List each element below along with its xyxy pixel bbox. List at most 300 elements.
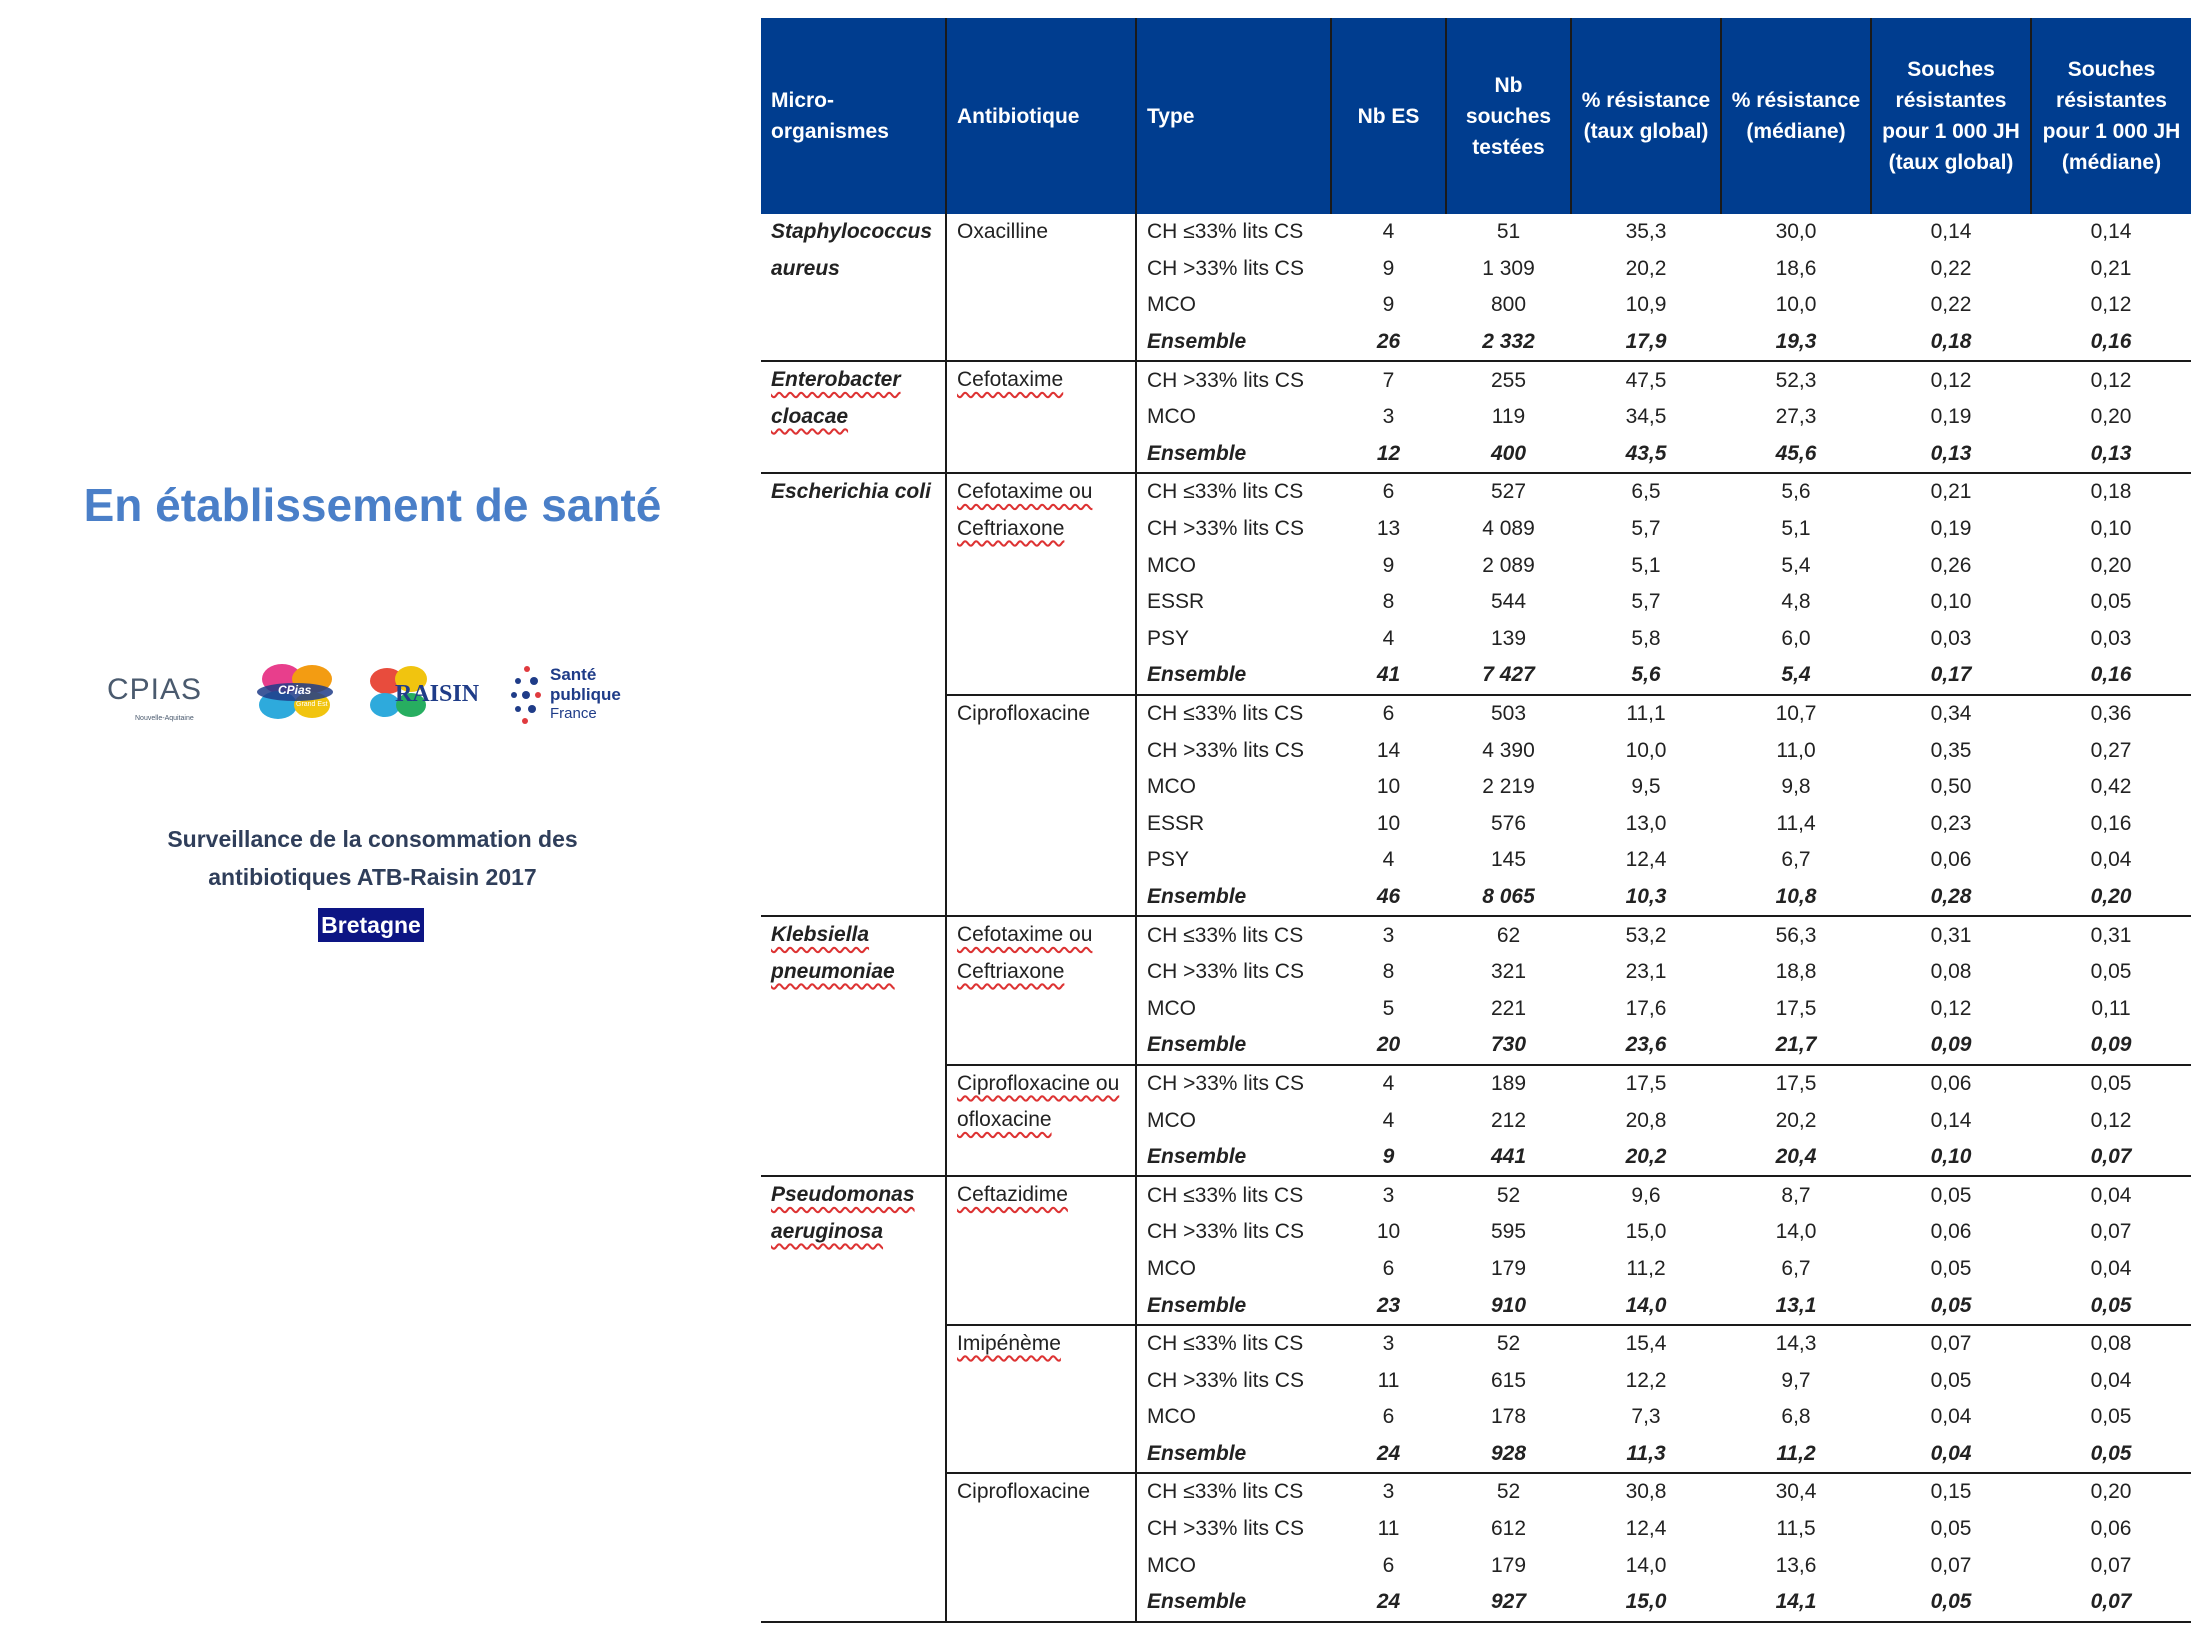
nb-souches-cell: 800 — [1490, 293, 1527, 317]
pct-mediane-cell: 27,3 — [1775, 405, 1817, 429]
nb-es-cell: 9 — [1331, 1139, 1446, 1177]
res-mediane-cell: 0,03 — [2090, 626, 2132, 650]
nb-souches-cell: 503 — [1490, 702, 1527, 726]
res-mediane-cell: 0,07 — [2031, 1139, 2191, 1177]
header-nb-souches: Nb souches testées — [1446, 18, 1571, 214]
res-mediane-cell: 0,12 — [2090, 293, 2132, 317]
res-global-cell: 0,06 — [1930, 848, 1972, 872]
nb-souches-cell: 212 — [1490, 1108, 1527, 1132]
pct-mediane-cell: 18,8 — [1775, 960, 1817, 984]
nb-es-cell: 6 — [1382, 1405, 1395, 1429]
pct-mediane-cell: 8,7 — [1781, 1183, 1811, 1207]
res-global-cell: 0,21 — [1930, 480, 1972, 504]
type-cell: Ensemble — [1136, 1584, 1331, 1622]
nb-es-cell: 6 — [1382, 1553, 1395, 1577]
pct-global-cell: 5,7 — [1631, 590, 1661, 614]
nb-es-cell: 4 — [1382, 220, 1395, 244]
pct-mediane-cell: 6,8 — [1781, 1405, 1811, 1429]
nb-es-cell: 13 — [1376, 517, 1401, 541]
pct-global-cell: 17,5 — [1625, 1071, 1667, 1095]
res-mediane-cell: 0,04 — [2090, 1256, 2132, 1280]
antibiotic-name: Ciprofloxacine — [957, 701, 1091, 725]
nb-es-cell: 9 — [1382, 553, 1395, 577]
res-global-cell: 0,34 — [1930, 702, 1972, 726]
partner-logos — [105, 655, 645, 740]
res-mediane-cell: 0,07 — [2031, 1584, 2191, 1622]
cpias-grand-est-logo — [240, 655, 350, 735]
type-cell: MCO — [1136, 287, 1331, 324]
table-header-row — [761, 18, 2191, 214]
cpias-grand-est-logo-subtitle: Grand Est — [296, 701, 328, 708]
pct-mediane-cell: 14,3 — [1775, 1332, 1817, 1356]
res-mediane-cell: 0,05 — [2090, 590, 2132, 614]
type-cell: CH ≤33% lits CS — [1136, 214, 1331, 251]
header-res-global: Souches résistantes pour 1 000 JH (taux global) — [1871, 18, 2031, 214]
antibiotic-name: Ciprofloxacine — [957, 1480, 1091, 1504]
organism-cell — [761, 473, 946, 916]
pct-global-cell: 53,2 — [1625, 923, 1667, 947]
pct-global-cell: 20,2 — [1571, 1139, 1721, 1177]
nb-souches-cell: 178 — [1490, 1405, 1527, 1429]
antibiotic-name: Cefotaxime ou Ceftriaxone — [957, 923, 1093, 983]
pct-global-cell: 20,2 — [1625, 256, 1667, 280]
header-type: Type — [1136, 18, 1331, 214]
nb-souches-cell: 7 427 — [1446, 657, 1571, 695]
res-mediane-cell: 0,16 — [2031, 324, 2191, 362]
nb-es-cell: 20 — [1331, 1027, 1446, 1065]
antibiotic-cell — [946, 695, 1136, 917]
pct-mediane-cell: 20,2 — [1775, 1108, 1817, 1132]
region-badge: Bretagne — [318, 908, 424, 942]
pct-mediane-cell: 52,3 — [1775, 368, 1817, 392]
antibiotic-cell — [946, 1325, 1136, 1473]
res-mediane-cell: 0,13 — [2031, 436, 2191, 474]
nb-souches-cell: 221 — [1490, 996, 1527, 1020]
nb-es-cell: 6 — [1382, 1256, 1395, 1280]
organism-cell — [761, 1176, 946, 1621]
type-cell: MCO — [1136, 990, 1331, 1027]
organism-cell — [761, 916, 946, 1176]
res-mediane-cell: 0,05 — [2090, 1071, 2132, 1095]
nb-es-cell: 3 — [1382, 923, 1395, 947]
type-cell: Ensemble — [1136, 1436, 1331, 1474]
nb-souches-cell: 8 065 — [1446, 879, 1571, 917]
pct-mediane-cell: 20,4 — [1721, 1139, 1871, 1177]
res-global-cell: 0,14 — [1930, 1108, 1972, 1132]
type-cell: MCO — [1136, 1102, 1331, 1139]
res-global-cell: 0,07 — [1930, 1332, 1972, 1356]
table-row — [761, 1325, 2191, 1363]
res-global-cell: 0,10 — [1930, 590, 1972, 614]
res-mediane-cell: 0,04 — [2090, 1368, 2132, 1392]
res-global-cell: 0,05 — [1930, 1256, 1972, 1280]
res-mediane-cell: 0,12 — [2090, 368, 2132, 392]
res-global-cell: 0,04 — [1930, 1405, 1972, 1429]
nb-souches-cell: 255 — [1490, 368, 1527, 392]
nb-es-cell: 9 — [1382, 256, 1395, 280]
nb-souches-cell: 4 089 — [1482, 517, 1535, 541]
res-global-cell: 0,19 — [1930, 405, 1972, 429]
pct-global-cell: 10,0 — [1625, 738, 1667, 762]
nb-souches-cell: 527 — [1490, 480, 1527, 504]
nb-es-cell: 24 — [1331, 1584, 1446, 1622]
nb-es-cell: 10 — [1376, 811, 1401, 835]
pct-global-cell: 20,8 — [1625, 1108, 1667, 1132]
res-mediane-cell: 0,07 — [2090, 1553, 2132, 1577]
pct-mediane-cell: 9,8 — [1781, 775, 1811, 799]
caption-line-2: antibiotiques ATB-Raisin 2017 — [208, 864, 537, 890]
nb-es-cell: 8 — [1382, 590, 1395, 614]
pct-mediane-cell: 6,7 — [1781, 1256, 1811, 1280]
type-cell: MCO — [1136, 1399, 1331, 1436]
pct-global-cell: 11,1 — [1626, 702, 1666, 726]
sante-logo-line1: Santé — [550, 665, 597, 684]
type-cell: CH >33% lits CS — [1136, 732, 1331, 769]
res-mediane-cell: 0,04 — [2090, 848, 2132, 872]
res-mediane-cell: 0,16 — [2031, 657, 2191, 695]
nb-souches-cell: 4 390 — [1482, 738, 1535, 762]
type-cell: CH >33% lits CS — [1136, 251, 1331, 288]
table-row — [761, 1176, 2191, 1214]
res-mediane-cell: 0,09 — [2031, 1027, 2191, 1065]
res-mediane-cell: 0,16 — [2090, 811, 2132, 835]
res-mediane-cell: 0,10 — [2090, 517, 2132, 541]
type-cell: CH >33% lits CS — [1136, 954, 1331, 991]
left-panel — [0, 0, 745, 1650]
table-row — [761, 1473, 2191, 1511]
pct-mediane-cell: 21,7 — [1721, 1027, 1871, 1065]
nb-es-cell: 11 — [1377, 1368, 1400, 1392]
organism-name: Pseudomonas aeruginosa — [771, 1183, 915, 1244]
pct-global-cell: 7,3 — [1631, 1405, 1661, 1429]
res-mediane-cell: 0,07 — [2090, 1220, 2132, 1244]
nb-es-cell: 6 — [1382, 480, 1395, 504]
res-global-cell: 0,15 — [1930, 1480, 1972, 1504]
nb-es-cell: 6 — [1382, 702, 1395, 726]
nb-souches-cell: 544 — [1490, 590, 1527, 614]
resistance-table — [761, 18, 2191, 1623]
res-mediane-cell: 0,05 — [2090, 1405, 2132, 1429]
caption-line-1: Surveillance de la consommation des — [167, 826, 578, 852]
res-global-cell: 0,22 — [1930, 293, 1972, 317]
res-mediane-cell: 0,20 — [2031, 879, 2191, 917]
nb-es-cell: 7 — [1382, 368, 1395, 392]
pct-global-cell: 47,5 — [1625, 368, 1667, 392]
nb-souches-cell: 321 — [1490, 960, 1527, 984]
nb-es-cell: 3 — [1382, 1183, 1395, 1207]
nb-es-cell: 4 — [1382, 1071, 1395, 1095]
type-cell: MCO — [1136, 1547, 1331, 1584]
nb-es-cell: 11 — [1377, 1517, 1400, 1541]
res-mediane-cell: 0,06 — [2090, 1517, 2132, 1541]
pct-global-cell: 13,0 — [1625, 811, 1667, 835]
nb-souches-cell: 910 — [1446, 1287, 1571, 1325]
nb-souches-cell: 576 — [1490, 811, 1527, 835]
pct-mediane-cell: 5,1 — [1781, 517, 1811, 541]
nb-souches-cell: 119 — [1491, 405, 1526, 429]
nb-es-cell: 23 — [1331, 1287, 1446, 1325]
pct-global-cell: 5,6 — [1571, 657, 1721, 695]
res-mediane-cell: 0,05 — [2031, 1287, 2191, 1325]
table-body — [761, 214, 2191, 1622]
type-cell: CH ≤33% lits CS — [1136, 1325, 1331, 1363]
pct-mediane-cell: 10,7 — [1775, 702, 1817, 726]
pct-mediane-cell: 6,0 — [1781, 626, 1811, 650]
nb-es-cell: 4 — [1382, 848, 1395, 872]
nb-souches-cell: 400 — [1446, 436, 1571, 474]
pct-mediane-cell: 10,0 — [1775, 293, 1817, 317]
cpias-logo — [105, 663, 215, 733]
type-cell: MCO — [1136, 547, 1331, 584]
pct-global-cell: 43,5 — [1571, 436, 1721, 474]
nb-souches-cell: 139 — [1490, 626, 1527, 650]
sante-logo-line3: France — [550, 705, 597, 722]
type-cell: ESSR — [1136, 584, 1331, 621]
res-global-cell: 0,06 — [1930, 1220, 1972, 1244]
res-mediane-cell: 0,12 — [2090, 1108, 2132, 1132]
nb-es-cell: 26 — [1331, 324, 1446, 362]
raisin-logo-text: RAISIN — [395, 681, 480, 707]
nb-souches-cell: 730 — [1446, 1027, 1571, 1065]
organism-name: Enterobacter cloacae — [771, 368, 901, 428]
table-row — [761, 916, 2191, 954]
pct-global-cell: 23,6 — [1571, 1027, 1721, 1065]
pct-global-cell: 34,5 — [1625, 405, 1667, 429]
antibiotic-name: Cefotaxime — [957, 368, 1064, 392]
res-global-cell: 0,03 — [1930, 626, 1972, 650]
pct-global-cell: 12,4 — [1625, 848, 1667, 872]
pct-global-cell: 14,0 — [1625, 1553, 1667, 1577]
antibiotic-name: Cefotaxime ou Ceftriaxone — [957, 480, 1093, 540]
table-row — [761, 214, 2191, 251]
header-pct-mediane: % résistance (médiane) — [1721, 18, 1871, 214]
res-global-cell: 0,06 — [1930, 1071, 1972, 1095]
header-antibiotique: Antibiotique — [946, 18, 1136, 214]
res-mediane-cell: 0,11 — [2091, 996, 2131, 1020]
dots-icon — [510, 663, 544, 729]
nb-souches-cell: 62 — [1496, 923, 1521, 947]
pct-mediane-cell: 11,0 — [1776, 738, 1816, 762]
pct-mediane-cell: 11,4 — [1776, 811, 1816, 835]
res-global-cell: 0,12 — [1930, 368, 1972, 392]
sante-publique-france-logo — [510, 663, 645, 733]
organism-name: Escherichia coli — [771, 480, 931, 504]
res-global-cell: 0,09 — [1871, 1027, 2031, 1065]
res-mediane-cell: 0,31 — [2090, 923, 2132, 947]
antibiotic-cell — [946, 473, 1136, 695]
antibiotic-name: Ciprofloxacine ou ofloxacine — [957, 1071, 1120, 1132]
pct-mediane-cell: 17,5 — [1775, 1071, 1817, 1095]
type-cell: CH ≤33% lits CS — [1136, 1473, 1331, 1511]
res-mediane-cell: 0,04 — [2090, 1183, 2132, 1207]
pct-global-cell: 15,0 — [1571, 1584, 1721, 1622]
pct-mediane-cell: 6,7 — [1781, 848, 1811, 872]
type-cell: CH >33% lits CS — [1136, 361, 1331, 399]
pct-mediane-cell: 5,4 — [1721, 657, 1871, 695]
pct-global-cell: 5,7 — [1631, 517, 1661, 541]
type-cell: MCO — [1136, 769, 1331, 806]
nb-es-cell: 9 — [1382, 293, 1395, 317]
antibiotic-cell — [946, 1473, 1136, 1621]
res-global-cell: 0,12 — [1930, 996, 1972, 1020]
header-micro-organismes: Micro-organismes — [761, 18, 946, 214]
type-cell: CH >33% lits CS — [1136, 1511, 1331, 1548]
res-mediane-cell: 0,20 — [2090, 553, 2132, 577]
nb-souches-cell: 179 — [1490, 1553, 1527, 1577]
pct-mediane-cell: 13,1 — [1721, 1287, 1871, 1325]
nb-souches-cell: 2 219 — [1482, 775, 1535, 799]
pct-global-cell: 10,3 — [1571, 879, 1721, 917]
res-global-cell: 0,05 — [1930, 1517, 1972, 1541]
res-mediane-cell: 0,42 — [2090, 775, 2132, 799]
nb-es-cell: 3 — [1382, 405, 1395, 429]
nb-souches-cell: 52 — [1496, 1480, 1521, 1504]
pct-mediane-cell: 30,4 — [1775, 1480, 1817, 1504]
raisin-logo — [363, 659, 498, 731]
type-cell: PSY — [1136, 621, 1331, 658]
pct-mediane-cell: 14,0 — [1775, 1220, 1817, 1244]
res-global-cell: 0,10 — [1871, 1139, 2031, 1177]
pct-global-cell: 17,9 — [1571, 324, 1721, 362]
pct-mediane-cell: 13,6 — [1775, 1553, 1817, 1577]
antibiotic-name: Ceftazidime — [957, 1183, 1068, 1207]
antibiotic-cell — [946, 361, 1136, 473]
res-mediane-cell: 0,05 — [2090, 960, 2132, 984]
type-cell: CH ≤33% lits CS — [1136, 1176, 1331, 1214]
res-global-cell: 0,22 — [1930, 256, 1972, 280]
antibiotic-cell — [946, 916, 1136, 1064]
pct-mediane-cell: 11,2 — [1721, 1436, 1871, 1474]
res-global-cell: 0,28 — [1871, 879, 2031, 917]
pct-global-cell: 9,5 — [1631, 775, 1661, 799]
nb-souches-cell: 612 — [1490, 1517, 1527, 1541]
antibiotic-cell — [946, 1176, 1136, 1324]
nb-es-cell: 4 — [1382, 626, 1395, 650]
pct-global-cell: 15,4 — [1625, 1332, 1667, 1356]
pct-mediane-cell: 4,8 — [1781, 590, 1811, 614]
organism-cell — [761, 214, 946, 361]
nb-es-cell: 14 — [1376, 738, 1401, 762]
pct-global-cell: 12,2 — [1625, 1368, 1667, 1392]
type-cell: CH ≤33% lits CS — [1136, 473, 1331, 511]
res-global-cell: 0,05 — [1930, 1183, 1972, 1207]
nb-souches-cell: 441 — [1446, 1139, 1571, 1177]
nb-es-cell: 24 — [1331, 1436, 1446, 1474]
nb-souches-cell: 595 — [1490, 1220, 1527, 1244]
resistance-table-container — [761, 18, 2191, 1623]
pct-mediane-cell: 17,5 — [1775, 996, 1817, 1020]
table-row — [761, 361, 2191, 399]
pct-global-cell: 35,3 — [1625, 220, 1667, 244]
antibiotic-name: Imipénème — [957, 1331, 1061, 1355]
res-global-cell: 0,23 — [1930, 811, 1972, 835]
res-global-cell: 0,18 — [1871, 324, 2031, 362]
nb-es-cell: 10 — [1376, 775, 1401, 799]
res-global-cell: 0,13 — [1871, 436, 2031, 474]
header-nb-es: Nb ES — [1331, 18, 1446, 214]
res-mediane-cell: 0,21 — [2090, 256, 2132, 280]
nb-souches-cell: 179 — [1490, 1256, 1527, 1280]
nb-es-cell: 46 — [1331, 879, 1446, 917]
res-mediane-cell: 0,20 — [2090, 405, 2132, 429]
cpias-logo-text: CPIAS — [107, 673, 203, 706]
nb-souches-cell: 928 — [1446, 1436, 1571, 1474]
type-cell: CH >33% lits CS — [1136, 1362, 1331, 1399]
survey-caption — [0, 820, 745, 896]
pct-mediane-cell: 11,5 — [1776, 1517, 1816, 1541]
type-cell: ESSR — [1136, 806, 1331, 843]
organism-cell — [761, 361, 946, 473]
nb-es-cell: 3 — [1382, 1332, 1395, 1356]
res-global-cell: 0,26 — [1930, 553, 1972, 577]
res-mediane-cell: 0,14 — [2090, 220, 2132, 244]
pct-mediane-cell: 14,1 — [1721, 1584, 1871, 1622]
pct-mediane-cell: 9,7 — [1781, 1368, 1811, 1392]
type-cell: Ensemble — [1136, 1287, 1331, 1325]
type-cell: CH >33% lits CS — [1136, 1214, 1331, 1251]
type-cell: MCO — [1136, 399, 1331, 436]
type-cell: Ensemble — [1136, 324, 1331, 362]
pct-mediane-cell: 56,3 — [1775, 923, 1817, 947]
pct-mediane-cell: 5,4 — [1781, 553, 1811, 577]
res-global-cell: 0,19 — [1930, 517, 1972, 541]
pct-mediane-cell: 45,6 — [1721, 436, 1871, 474]
type-cell: CH >33% lits CS — [1136, 511, 1331, 548]
nb-souches-cell: 2 332 — [1446, 324, 1571, 362]
pct-global-cell: 6,5 — [1631, 480, 1661, 504]
pct-global-cell: 30,8 — [1625, 1480, 1667, 1504]
organism-name: Staphylococcus aureus — [771, 220, 933, 280]
table-row — [761, 1065, 2191, 1103]
nb-souches-cell: 145 — [1490, 848, 1527, 872]
res-global-cell: 0,05 — [1871, 1287, 2031, 1325]
organism-name: Klebsiella pneumoniae — [771, 923, 895, 983]
res-mediane-cell: 0,20 — [2090, 1480, 2132, 1504]
nb-es-cell: 3 — [1382, 1480, 1395, 1504]
pct-global-cell: 9,6 — [1631, 1183, 1661, 1207]
res-global-cell: 0,50 — [1930, 775, 1972, 799]
res-global-cell: 0,31 — [1930, 923, 1972, 947]
type-cell: Ensemble — [1136, 1139, 1331, 1177]
nb-es-cell: 10 — [1376, 1220, 1401, 1244]
nb-souches-cell: 52 — [1496, 1332, 1521, 1356]
type-cell: PSY — [1136, 842, 1331, 879]
res-global-cell: 0,14 — [1930, 220, 1972, 244]
pct-global-cell: 14,0 — [1571, 1287, 1721, 1325]
cpias-logo-subtitle: Nouvelle-Aquitaine — [135, 715, 194, 722]
antibiotic-name: Oxacilline — [957, 220, 1049, 243]
type-cell: CH ≤33% lits CS — [1136, 695, 1331, 733]
nb-souches-cell: 2 089 — [1482, 553, 1535, 577]
pct-mediane-cell: 19,3 — [1721, 324, 1871, 362]
pct-global-cell: 12,4 — [1625, 1517, 1667, 1541]
table-row — [761, 473, 2191, 511]
res-mediane-cell: 0,08 — [2090, 1332, 2132, 1356]
pct-global-cell: 17,6 — [1625, 996, 1667, 1020]
pct-mediane-cell: 5,6 — [1781, 480, 1811, 504]
type-cell: MCO — [1136, 1251, 1331, 1288]
res-mediane-cell: 0,27 — [2090, 738, 2132, 762]
type-cell: Ensemble — [1136, 657, 1331, 695]
pct-mediane-cell: 10,8 — [1721, 879, 1871, 917]
nb-souches-cell: 615 — [1490, 1368, 1527, 1392]
pct-global-cell: 11,2 — [1626, 1256, 1666, 1280]
pct-mediane-cell: 30,0 — [1775, 220, 1817, 244]
nb-souches-cell: 189 — [1490, 1071, 1527, 1095]
pct-global-cell: 5,8 — [1631, 626, 1661, 650]
nb-es-cell: 12 — [1331, 436, 1446, 474]
pct-global-cell: 5,1 — [1631, 553, 1661, 577]
